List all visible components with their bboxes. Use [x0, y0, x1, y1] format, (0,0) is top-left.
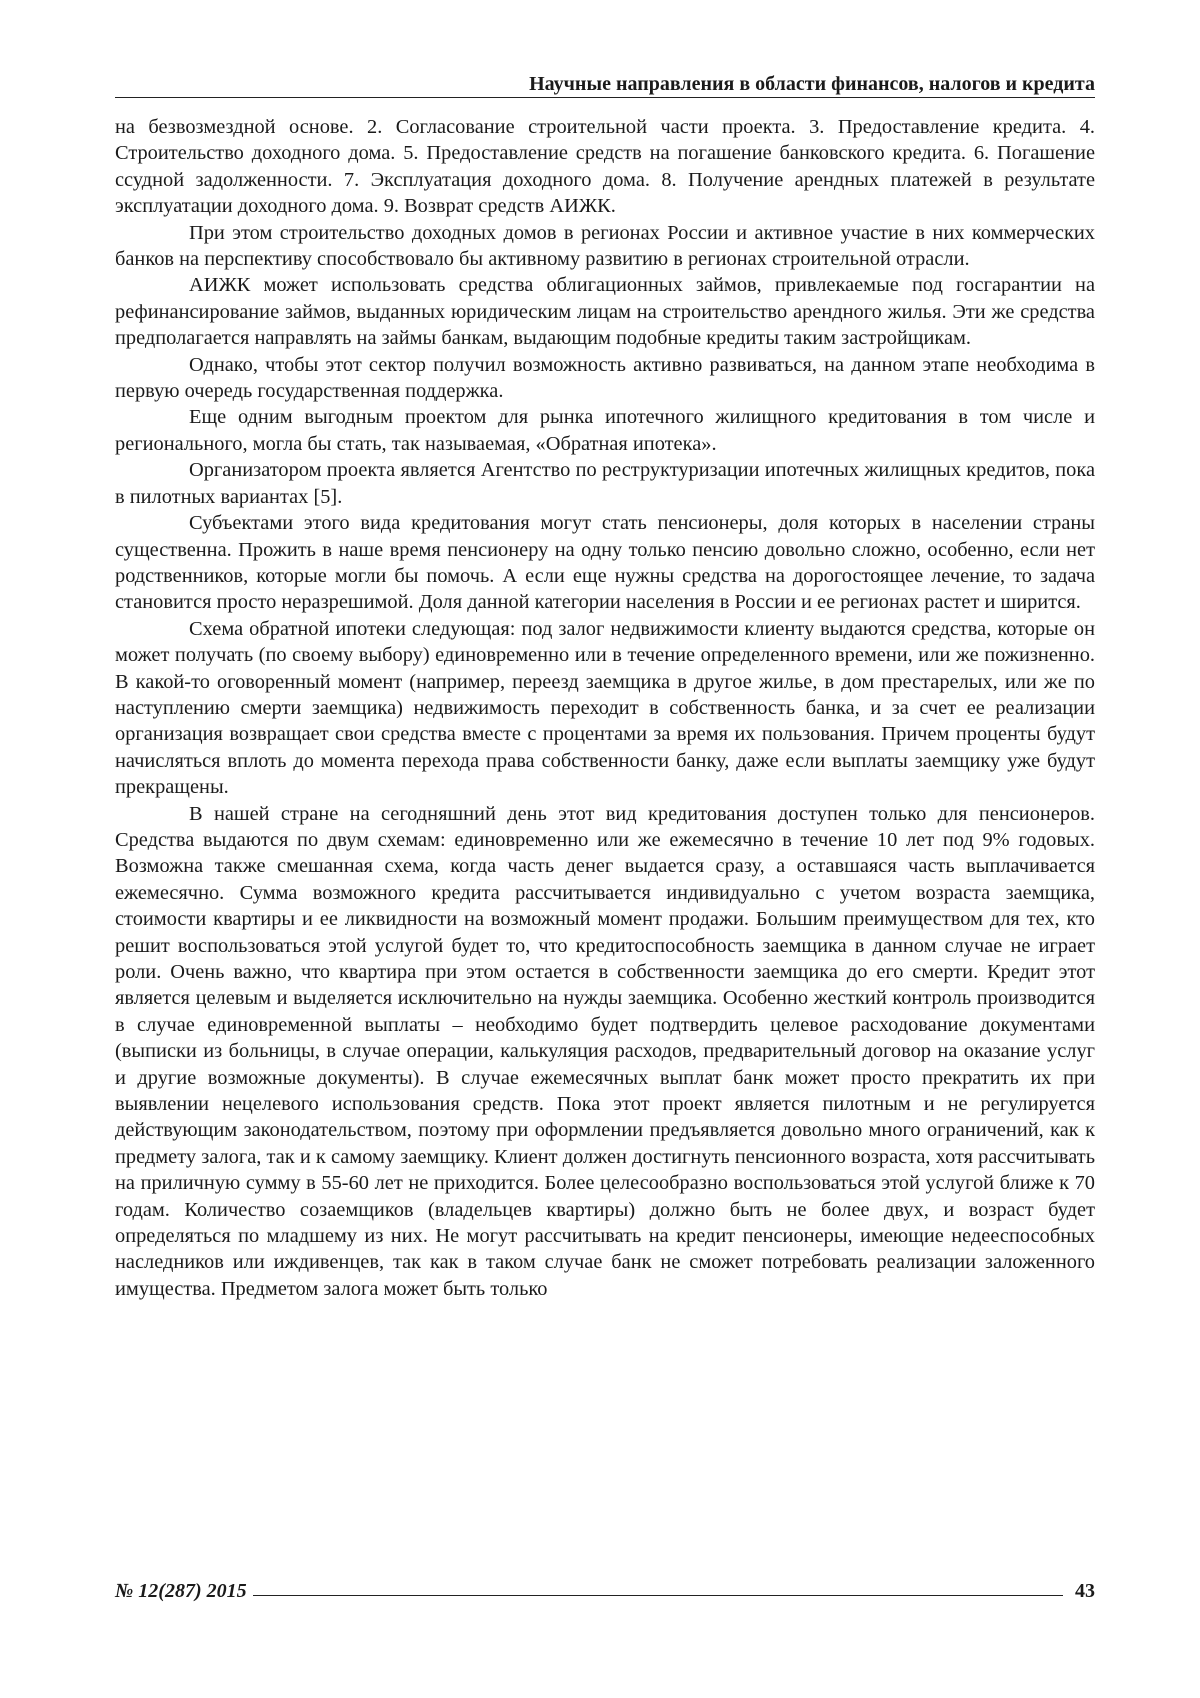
running-header: Научные направления в области финансов, налогов и кредита [115, 72, 1095, 96]
issue-number: № 12(287) 2015 [115, 1580, 247, 1603]
paragraph-9: В нашей стране на сегодняшний день этот вид кредитования доступен только для пенсионеров. Средства выдаются по двум схемам: единовременно или же ежемесячно в течение 10 лет под 9% годовых. Возможна также смешанная схема, когда часть денег выдается сразу, а оставшаяся часть выплачивается ежемесячно. Сумма возможного кредита рассчитывается индивидуально с учетом возраста заемщика, стоимости квартиры и ее ликвидности на возможный момент продажи. Большим преимуществом для тех, кто решит воспользоваться этой услугой будет то, что кредитоспособность заемщика в данном случае не играет роли. Очень важно, что квартира при этом остается в собственности заемщика до его смерти. Кредит этот является целевым и выделяется исключительно на нужды заемщика. Особенно жесткий контроль производится в случае единовременной выплаты – необходимо будет подтвердить целевое расходование документами (выписки из больницы, в случае операции, калькуляция расходов, предварительный договор на оказание услуг и другие возможные документы). В случае ежемесячных выплат банк может просто прекратить их при выявлении нецелевого использования средств. Пока этот проект является пилотным и не регулируется действующим законодательством, поэтому при оформлении предъявляется довольно много ограничений, как к предмету залога, так и к самому заемщику. Клиент должен достигнуть пенсионного возраста, хотя рассчитывать на приличную сумму в 55-60 лет не приходится. Более целесообразно воспользоваться этой услугой ближе к 70 годам. Количество созаемщиков (владельцев квартиры) должно быть не более двух, и возраст будет определяться по младшему из них. Не могут рассчитывать на кредит пенсионеры, имеющие недееспособных наследников или иждивенцев, так как в таком случае банк не сможет потребовать реализации заложенного имущества. Предметом залога может быть только [115, 801, 1095, 1303]
page-footer [115, 1578, 1095, 1604]
paragraph-8: Схема обратной ипотеки следующая: под залог недвижимости клиенту выдаются средства, которые он может получать (по своему выбору) единовременно или в течение определенного времени, или же пожизненно. В какой-то оговоренный момент (например, переезд заемщика в другое жилье, в дом престарелых, или же по наступлению смерти заемщика) недвижимость переходит в собственность банка, и за счет ее реализации организация возвращает свои средства вместе с процентами за время их пользования. Причем проценты будут начисляться вплоть до момента перехода права собственности банку, даже если выплаты заемщику уже будут прекращены. [115, 616, 1095, 801]
paragraph-1: на безвозмездной основе. 2. Согласование строительной части проекта. 3. Предоставление кредита. 4. Строительство доходного дома. 5. Предоставление средств на погашение банковского кредита. 6. Погашение ссудной задолженности. 7. Эксплуатация доходного дома. 8. Получение арендных платежей в результате эксплуатации доходного дома. 9. Возврат средств АИЖК. [115, 114, 1095, 220]
paragraph-4: Однако, чтобы этот сектор получил возможность активно развиваться, на данном этапе необходима в первую очередь государственная поддержка. [115, 352, 1095, 405]
paragraph-2: При этом строительство доходных домов в регионах России и активное участие в них коммерческих банков на перспективу способствовало бы активному развитию в регионах строительной отрасли. [115, 220, 1095, 273]
article-body [115, 114, 1095, 1302]
paragraph-3: АИЖК может использовать средства облигационных займов, привлекаемые под госгарантии на рефинансирование займов, выданных юридическим лицам на строительство арендного жилья. Эти же средства предполагается направлять на займы банкам, выдающим подобные кредиты таким застройщикам. [115, 272, 1095, 351]
document-page [0, 0, 1200, 1698]
page-number: 43 [1075, 1580, 1095, 1603]
paragraph-5: Еще одним выгодным проектом для рынка ипотечного жилищного кредитования в том числе и регионального, могла бы стать, так называемая, «Обратная ипотека». [115, 404, 1095, 457]
paragraph-6: Организатором проекта является Агентство по реструктуризации ипотечных жилищных кредитов, пока в пилотных вариантах [5]. [115, 457, 1095, 510]
footer-divider [253, 1595, 1063, 1596]
header-divider [115, 97, 1095, 98]
paragraph-7: Субъектами этого вида кредитования могут стать пенсионеры, доля которых в населении страны существенна. Прожить в наше время пенсионеру на одну только пенсию довольно сложно, особенно, если нет родственников, которые могли бы помочь. А если еще нужны средства на дорогостоящее лечение, то задача становится просто неразрешимой. Доля данной категории населения в России и ее регионах растет и ширится. [115, 510, 1095, 616]
